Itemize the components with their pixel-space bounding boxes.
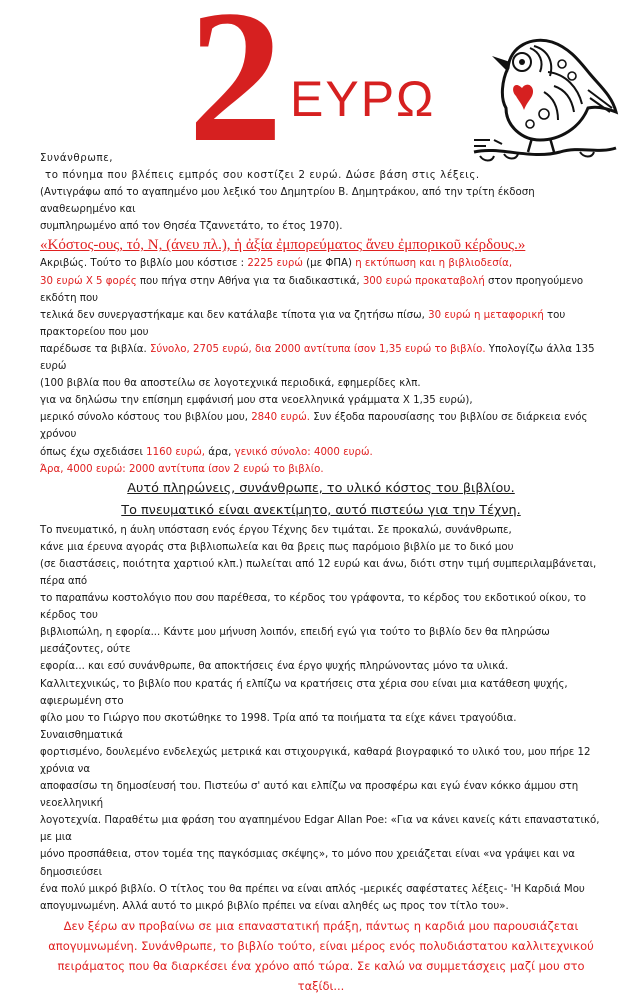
- cost-line: για να δηλώσω την επίσημη εμφάνισή μου στα νεοελληνικά γράμματα Χ 1,35 ευρώ),: [40, 395, 473, 407]
- body-line: ένα πολύ μικρό βιβλίο. Ο τίτλος του θα πρέπει να είναι απλός -μερικές σαφέστατες λέξεις- 'Η Καρδιά Μου: [40, 883, 585, 895]
- body-line: φίλο μου το Γιώργο που σκοτώθηκε το 1998. Τρία από τα ποιήματα τα είχε κάνει τραγούδια. Συναισθηματικά: [40, 712, 517, 741]
- closing-line: ταξίδι...: [297, 978, 345, 993]
- intro-line: το πόνημα που βλέπεις εμπρός σου κοστίζει 2 ευρώ. Δώσε βάση στις λέξεις.: [45, 170, 480, 182]
- body-line: βιβλιοπώλη, η εφορία... Κάντε μου μήνυση λοιπόν, επειδή εγώ για τούτο το βιβλίο δεν θα πληρώσω μεσάζοντες, ούτε: [40, 627, 550, 656]
- cost-line: 30 ευρώ Χ 5 φορές που πήγα στην Αθήνα για τα διαδικαστικά, 300 ευρώ προκαταβολή στον προηγούμενο εκδότη που: [40, 275, 584, 304]
- closing-line: απογυμνωμένη. Συνάνθρωπε, το βιβλίο τούτο, είναι μέρος ενός πολυδιάστατου καλλιτεχνικού: [48, 938, 594, 953]
- cost-line: μερικό σύνολο κόστους του βιβλίου μου, 2840 ευρώ. Συν έξοδα παρουσίασης του βιβλίου σε διάρκεια ενός χρόνου: [40, 412, 588, 441]
- cost-conclusion: Άρα, 4000 ευρώ: 2000 αντίτυπα ίσον 2 ευρώ το βιβλίο.: [40, 463, 324, 475]
- closing-line: Δεν ξέρω αν προβαίνω σε μια επαναστατική πράξη, πάντως η καρδιά μου παρουσιάζεται: [63, 918, 579, 933]
- body-line: κάνε μια έρευνα αγοράς στα βιβλιοπωλεία και θα βρεις πως παρόμοιο βιβλίο με το δικό μου: [40, 541, 514, 553]
- greeting: Συνάνθρωπε,: [40, 153, 114, 164]
- body-line: απογυμνωμένη. Αλλά αυτό το μικρό βιβλίο πρέπει να είναι αληθές ως προς τον τίτλο του».: [40, 900, 509, 912]
- body-line: Το πνευματικό, η άυλη υπόσταση ενός έργου Τέχνης δεν τιμάται. Σε προκαλώ, συνάνθρωπε,: [40, 524, 512, 536]
- statement-spiritual: Το πνευματικό είναι ανεκτίμητο, αυτό πιστεύω για την Τέχνη.: [121, 502, 521, 518]
- body-line: το παραπάνω κοστολόγιο που σου παρέθεσα, το κέρδος του γράφοντα, το κέρδος του εκδοτικού οίκου, το κέρδος του: [40, 593, 587, 622]
- body-line: λογοτεχνία. Παραθέτω μια φράση του αγαπημένου Edgar Allan Poe: «Για να κάνει κανείς κάτι επαναστατικό, με μια: [40, 815, 600, 844]
- ornamental-bird-icon: [470, 28, 620, 164]
- title-currency: ΕΥΡΩ: [290, 71, 436, 127]
- cost-line: Ακριβώς. Τούτο το βιβλίο μου κόστισε : 2225 ευρώ (με ΦΠΑ) η εκτύπωση και η βιβλιοδεσία,: [40, 258, 513, 270]
- statement-material: Αυτό πληρώνεις, συνάνθρωπε, το υλικό κόστος του βιβλίου.: [127, 480, 515, 496]
- cost-line: (100 βιβλία που θα αποστείλω σε λογοτεχνικά περιοδικά, εφημερίδες κλπ.: [40, 378, 421, 390]
- title-number: 2: [188, 0, 283, 182]
- cost-line: παρέδωσε τα βιβλία. Σύνολο, 2705 ευρώ, δια 2000 αντίτυπα ίσον 1,35 ευρώ το βιβλίο. Υπολογίζω άλλα 135 ευρώ: [40, 343, 595, 373]
- dictionary-definition: «Κόστος-ους, τό, Ν, (άνευ πλ.), ἡ ἀξία ἐμπορεύματος ἄνευ ἐμπορικοῦ κέρδους.»: [40, 237, 526, 254]
- document-body: [40, 150, 602, 996]
- closing-line: πειράματος που θα διαρκέσει ένα χρόνο από τώρα. Σε καλώ να συμμετάσχεις μαζί μου στο: [57, 958, 585, 973]
- body-line: μόνο προσπάθεια, στον τομέα της παγκόσμιας σκέψης», το μόνο που χρειάζεται είναι «να γράψει και να δημοσιεύσει: [40, 849, 575, 878]
- body-line: (σε διαστάσεις, ποιότητα χαρτιού κλπ.) πωλείται από 12 ευρώ και άνω, διότι στην τιμή συμπεριλαμβάνεται, πέρα από: [40, 558, 597, 587]
- closing-paragraph: [40, 916, 602, 996]
- body-line: εφορία... και εσύ συνάνθρωπε, θα αποκτήσεις ένα έργο ψυχής πληρώνοντας μόνο τα υλικά.: [40, 661, 509, 673]
- body-line: φορτισμένο, δουλεμένο ενδελεχώς μετρικά και στιχουργικά, καθαρά βιογραφικό το υλικό του, μου πήρε 12 χρόνια να: [40, 746, 591, 775]
- body-line: αποφασίσω τη δημοσίευσή του. Πιστεύω σ' αυτό και ελπίζω να προσφέρω και εγώ έναν κόκκο άμμου στη νεοελληνική: [40, 781, 579, 810]
- cost-line: τελικά δεν συνεργαστήκαμε και δεν κατάλαβε τίποτα για να ζητήσω πίσω, 30 ευρώ η μεταφορική του πρακτορείου που μου: [40, 309, 566, 338]
- cost-line: όπως έχω σχεδιάσει 1160 ευρώ, άρα, γενικό σύνολο: 4000 ευρώ.: [40, 446, 373, 458]
- body-line: Καλλιτεχνικώς, το βιβλίο που κρατάς ή ελπίζω να κρατήσεις στα χέρια σου είναι μια κατάθεση ψυχής, αφιερωμένη στο: [40, 678, 568, 707]
- intro-line: συμπληρωμένο από τον Θησέα Τζαννετάτο, το έτος 1970).: [40, 221, 343, 233]
- intro-line: (Αντιγράφω από το αγαπημένο μου λεξικό του Δημητρίου Β. Δημητράκου, από την τρίτη έκδοση αναθεωρημένο και: [40, 187, 535, 216]
